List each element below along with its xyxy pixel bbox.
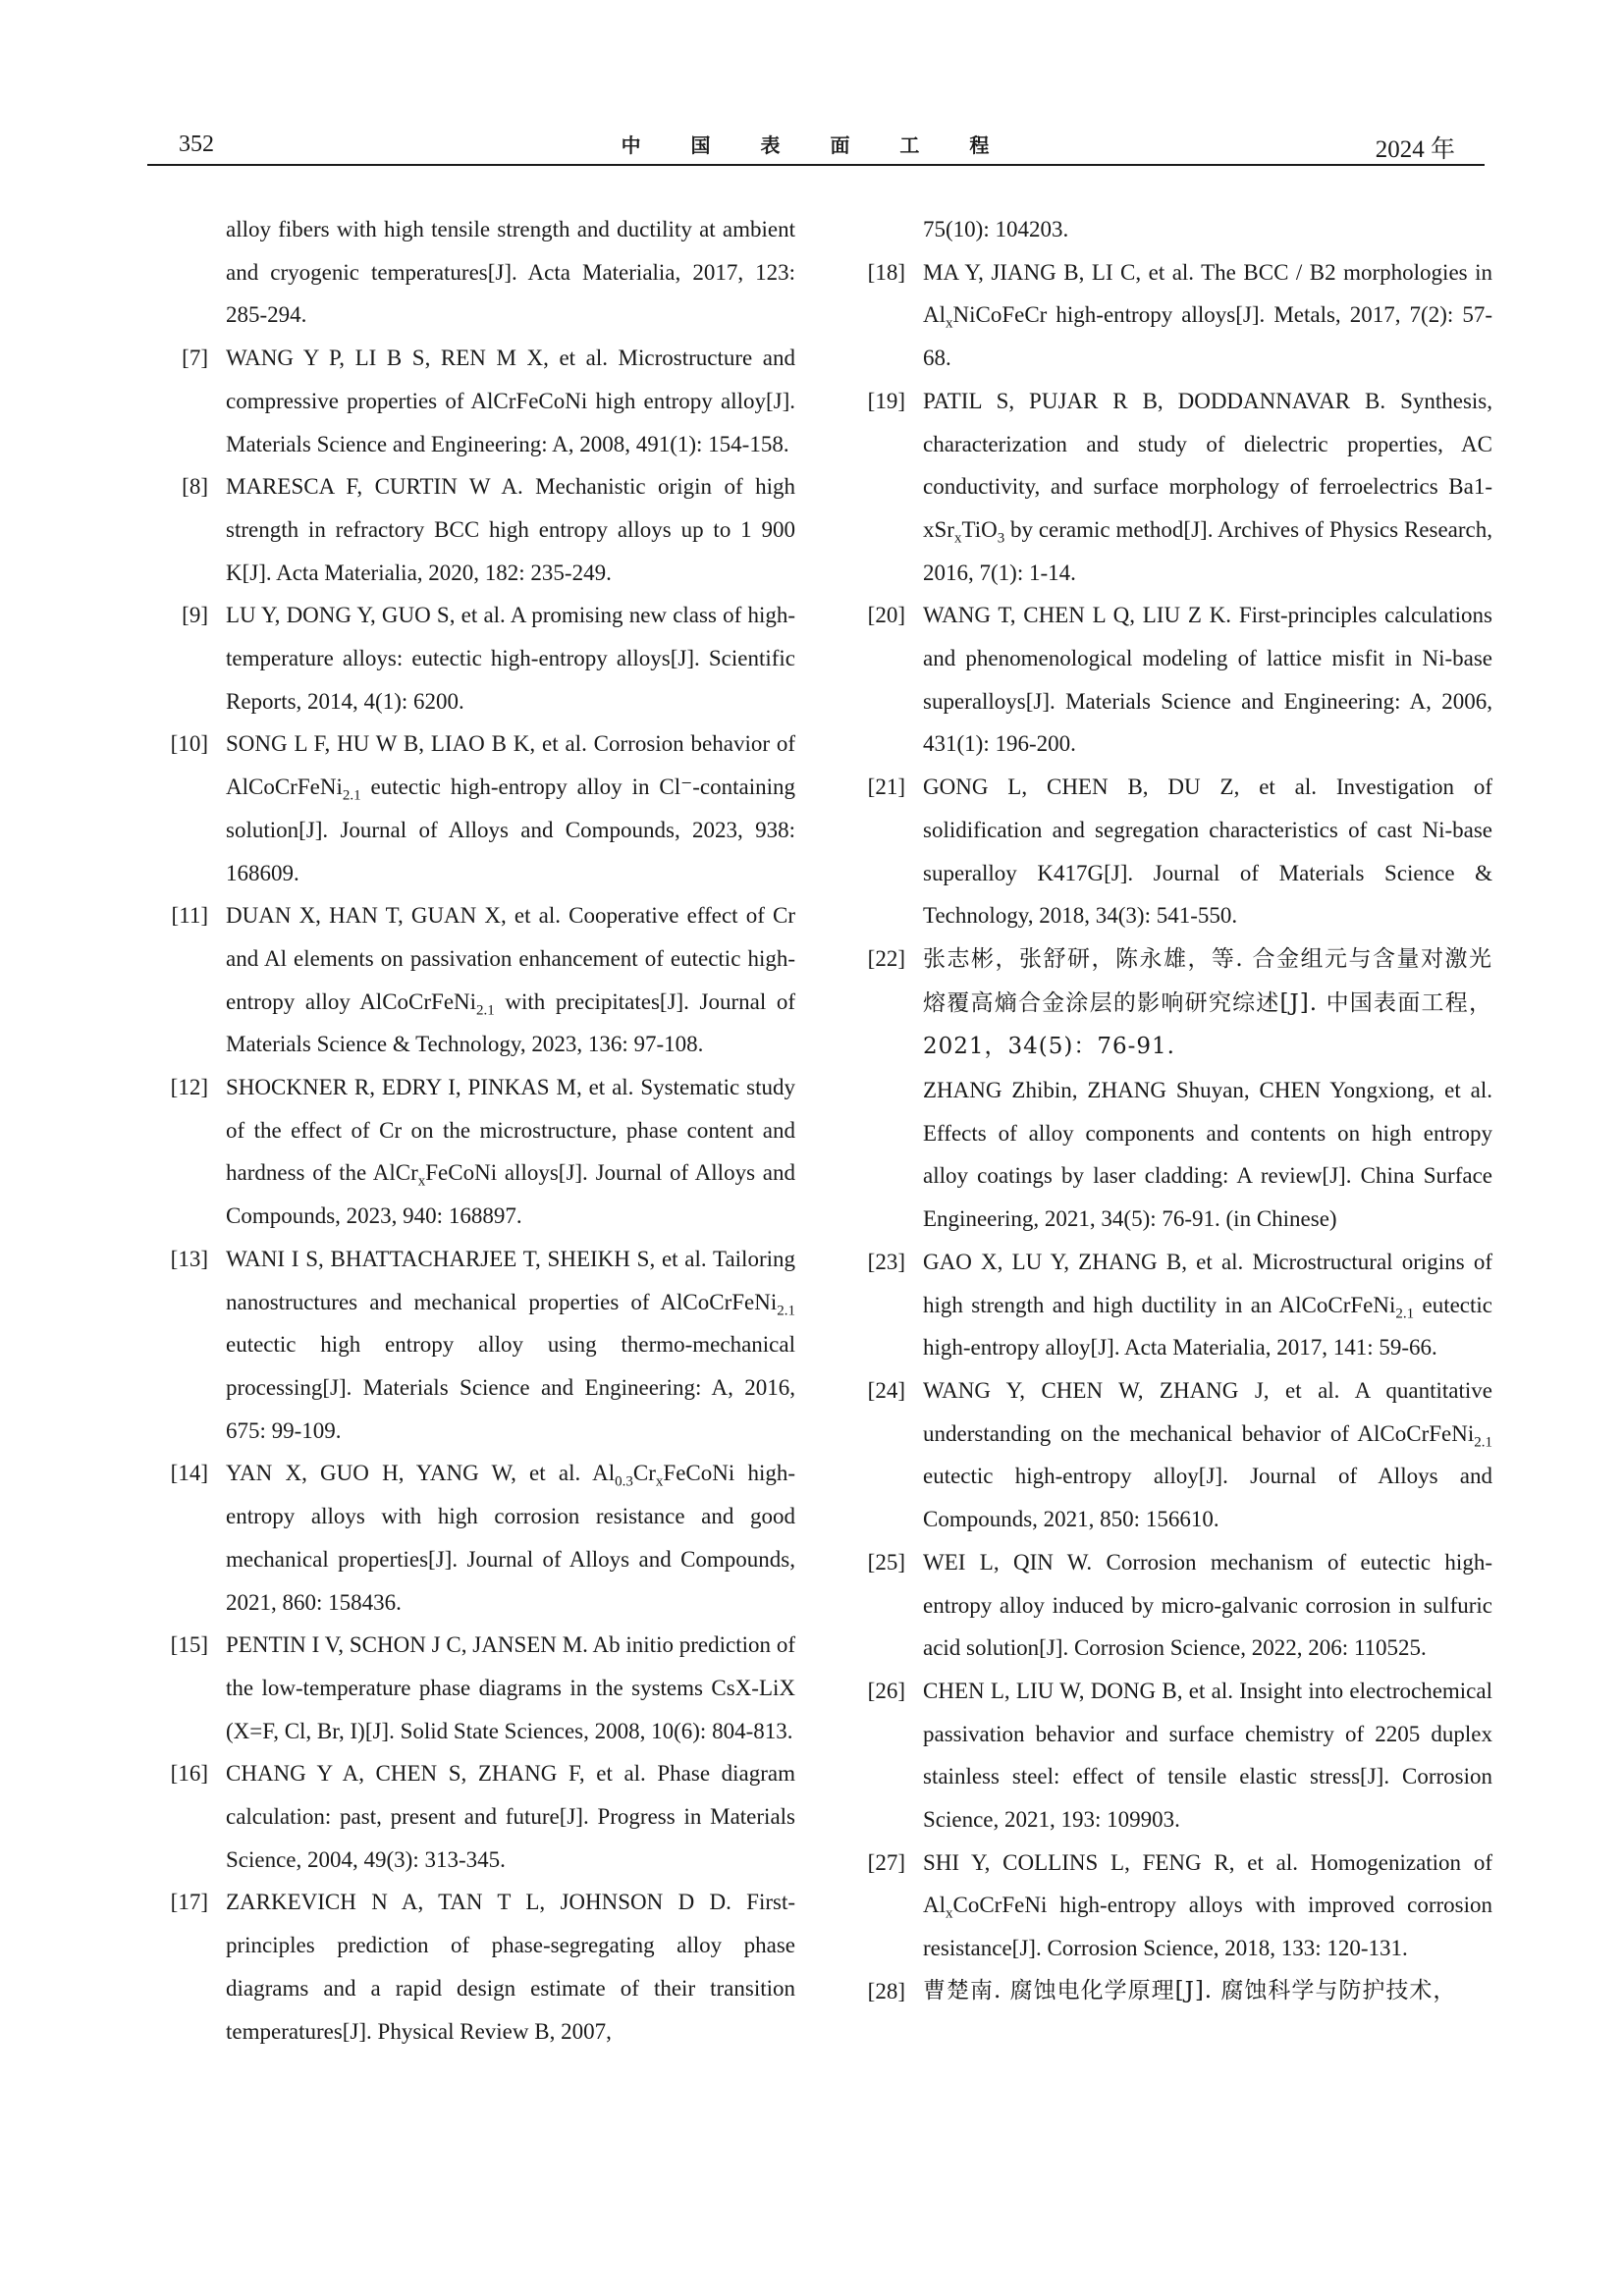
reference-text: SHOCKNER R, EDRY I, PINKAS M, et al. Systematic study of the effect of Cr on the microstructure, phase content and hardness of the AlCr$_x$FeCoNi alloys[J]. Journal of Alloys and Compounds, 2023, 940: 168897. bbox=[226, 1075, 795, 1229]
reference-text: GONG L, CHEN B, DU Z, et al. Investigation of solidification and segregation characteristics of cast Ni-base superalloy K417G[J]. Journal of Materials Science & Technology, 2018, 34(3): 541-550. bbox=[923, 774, 1492, 929]
reference-item bbox=[147, 337, 795, 465]
reference-column-left bbox=[147, 208, 795, 2053]
reference-column-right bbox=[844, 208, 1492, 2013]
reference-text: MA Y, JIANG B, LI C, et al. The BCC / B2 morphologies in $Al_xNiCoFeCr$ high-entropy alloys[J]. Metals, 2017, 7(2): 57-68. bbox=[923, 259, 1492, 371]
reference-text: MARESCA F, CURTIN W A. Mechanistic origin of high strength in refractory BCC high entropy alloys up to 1 900 K[J]. Acta Materialia, 2020, 182: 235-249. bbox=[226, 474, 795, 585]
reference-item bbox=[844, 1541, 1492, 1670]
reference-item bbox=[147, 1881, 795, 2053]
reference-text-chinese: 曹楚南. 腐蚀电化学原理[J]. 腐蚀科学与防护技术， bbox=[923, 1977, 1457, 2003]
reference-number: [25] bbox=[867, 1549, 905, 1575]
reference-number: [28] bbox=[867, 1978, 905, 2003]
reference-item bbox=[844, 251, 1492, 380]
reference-text: WEI L, QIN W. Corrosion mechanism of eutectic high-entropy alloy induced by micro-galvanic corrosion in sulfuric acid solution[J]. Corrosion Science, 2022, 206: 110525. bbox=[923, 1549, 1492, 1661]
reference-item bbox=[147, 465, 795, 594]
reference-text: LU Y, DONG Y, GUO S, et al. A promising new class of high-temperature alloys: eutectic high-entropy alloys[J]. Scientific Reports, 2014, 4(1): 6200. bbox=[226, 603, 795, 714]
reference-number: [19] bbox=[867, 388, 905, 413]
reference-item bbox=[147, 1752, 795, 1881]
reference-text: WANG T, CHEN L Q, LIU Z K. First-principles calculations and phenomenological modeling of lattice misfit in Ni-base superalloys[J]. Materials Science and Engineering: A, 2006, 431(1): 196-200. bbox=[923, 603, 1492, 757]
reference-number: [23] bbox=[867, 1249, 905, 1274]
reference-item bbox=[844, 1970, 1492, 2013]
reference-number: [21] bbox=[867, 774, 905, 800]
reference-number: [15] bbox=[170, 1632, 208, 1658]
reference-number: [20] bbox=[867, 603, 905, 628]
reference-item bbox=[147, 594, 795, 722]
reference-text: GAO X, LU Y, ZHANG B, et al. Microstructural origins of high strength and high ductility in an AlCoCrFeNi$_{2.1}$ eutectic high-entropy alloy[J]. Acta Materialia, 2017, 141: 59-66. bbox=[923, 1249, 1492, 1361]
reference-item bbox=[844, 1369, 1492, 1541]
reference-text: SHI Y, COLLINS L, FENG R, et al. Homogenization of $Al_xCoCrFeNi$ high-entropy alloys with improved corrosion resistance[J]. Corrosion Science, 2018, 133: 120-131. bbox=[923, 1849, 1492, 1961]
reference-continuation: 75(10): 104203. bbox=[923, 217, 1069, 241]
reference-text: SONG L F, HU W B, LIAO B K, et al. Corrosion behavior of AlCoCrFeNi$_{2.1}$ eutectic high-entropy alloy in Cl⁻-containing solution[J]. Journal of Alloys and Compounds, 2023, 938: 168609. bbox=[226, 731, 795, 885]
reference-number: [9] bbox=[182, 603, 208, 628]
running-header bbox=[147, 126, 1485, 165]
reference-number: [17] bbox=[170, 1890, 208, 1915]
reference-item bbox=[147, 1452, 795, 1624]
reference-number: [7] bbox=[182, 346, 208, 371]
reference-text: YAN X, GUO H, YANG W, et al. $Al_{0.3}Cr_xFeCoNi$ high-entropy alloys with high corrosion resistance and good mechanical properties[J]. Journal of Alloys and Compounds, 2021, 860: 158436. bbox=[226, 1461, 796, 1615]
reference-text: WANI I S, BHATTACHARJEE T, SHEIKH S, et al. Tailoring nanostructures and mechanical properties of AlCoCrFeNi$_{2.1}$ eutectic high entropy alloy using thermo-mechanical processing[J]. Materials Science and Engineering: A, 2016, 675: 99-109. bbox=[226, 1246, 795, 1443]
reference-number: [14] bbox=[170, 1461, 208, 1486]
journal-title: 中 国 表 面 工 程 bbox=[621, 133, 1011, 157]
reference-text: WANG Y P, LI B S, REN M X, et al. Microstructure and compressive properties of AlCrFeCoNi high entropy alloy[J]. Materials Science and Engineering: A, 2008, 491(1): 154-158. bbox=[226, 346, 795, 456]
page-number: 352 bbox=[179, 132, 214, 157]
reference-number: [18] bbox=[867, 259, 905, 285]
reference-item bbox=[844, 1842, 1492, 1970]
reference-text-chinese: 张志彬，张舒研，陈永雄，等. 合金组元与含量对激光熔覆高熵合金涂层的影响研究综述[J]. 中国表面工程，2021，34(5)：76-91. bbox=[923, 945, 1492, 1060]
reference-number: [13] bbox=[170, 1246, 208, 1271]
reference-number: [16] bbox=[170, 1761, 208, 1787]
reference-number: [27] bbox=[867, 1849, 905, 1875]
reference-text: WANG Y, CHEN W, ZHANG J, et al. A quantitative understanding on the mechanical behavior of AlCoCrFeNi$_{2.1}$ eutectic high-entropy alloy[J]. Journal of Alloys and Compounds, 2021, 850: 156610. bbox=[923, 1377, 1492, 1532]
header-rule bbox=[147, 164, 1485, 166]
reference-number: [26] bbox=[867, 1678, 905, 1703]
issue-year: 2024 年 bbox=[1375, 136, 1455, 163]
reference-number: [12] bbox=[170, 1075, 208, 1100]
reference-item bbox=[844, 380, 1492, 595]
reference-text: CHANG Y A, CHEN S, ZHANG F, et al. Phase diagram calculation: past, present and future[J]. Progress in Materials Science, 2004, 49(3): 313-345. bbox=[226, 1761, 795, 1872]
reference-text: ZARKEVICH N A, TAN T L, JOHNSON D D. First-principles prediction of phase-segregating alloy phase diagrams and a rapid design estimate of their transition temperatures[J]. Physical Review B, 2007, bbox=[226, 1890, 795, 2044]
reference-text: PENTIN I V, SCHON J C, JANSEN M. Ab initio prediction of the low-temperature phase diagrams in the systems CsX-LiX (X=F, Cl, Br, I)[J]. Solid State Sciences, 2008, 10(6): 804-813. bbox=[226, 1632, 795, 1743]
reference-text-english: ZHANG Zhibin, ZHANG Shuyan, CHEN Yongxiong, et al. Effects of alloy components and contents on high entropy alloy coatings by laser cladding: A review[J]. China Surface Engineering, 2021, 34(5): 76-91. (in Chinese) bbox=[923, 1078, 1492, 1232]
reference-item bbox=[844, 1670, 1492, 1842]
reference-text: PATIL S, PUJAR R B, DODDANNAVAR B. Synthesis, characterization and study of dielectric properties, AC conductivity, and surface morphology of ferroelectrics Ba1-xSr$_x$TiO$_3$ by ceramic method[J]. Archives of Physics Research, 2016, 7(1): 1-14. bbox=[923, 388, 1492, 585]
reference-item bbox=[844, 1241, 1492, 1369]
reference-item bbox=[844, 937, 1492, 1241]
reference-item bbox=[147, 1066, 795, 1238]
reference-continuation: alloy fibers with high tensile strength and ductility at ambient and cryogenic temperatures[J]. Acta Materialia, 2017, 123: 285-294. bbox=[226, 217, 795, 328]
reference-item bbox=[147, 894, 795, 1066]
reference-number: [11] bbox=[171, 903, 208, 929]
reference-item bbox=[147, 1624, 795, 1752]
reference-number: [8] bbox=[182, 474, 208, 500]
reference-text: CHEN L, LIU W, DONG B, et al. Insight into electrochemical passivation behavior and surface chemistry of 2205 duplex stainless steel: effect of tensile elastic stress[J]. Corrosion Science, 2021, 193: 109903. bbox=[923, 1678, 1492, 1833]
reference-text bbox=[923, 937, 1492, 1241]
reference-number: [22] bbox=[867, 945, 905, 971]
reference-number: [10] bbox=[170, 731, 208, 757]
reference-item bbox=[147, 1238, 795, 1453]
reference-item bbox=[844, 766, 1492, 937]
reference-number: [24] bbox=[867, 1377, 905, 1403]
reference-text: DUAN X, HAN T, GUAN X, et al. Cooperative effect of Cr and Al elements on passivation enhancement of eutectic high-entropy alloy AlCoCrFeNi$_{2.1}$ with precipitates[J]. Journal of Materials Science & Technology, 2023, 136: 97-108. bbox=[226, 903, 796, 1057]
reference-item bbox=[844, 594, 1492, 766]
reference-item bbox=[147, 722, 795, 894]
